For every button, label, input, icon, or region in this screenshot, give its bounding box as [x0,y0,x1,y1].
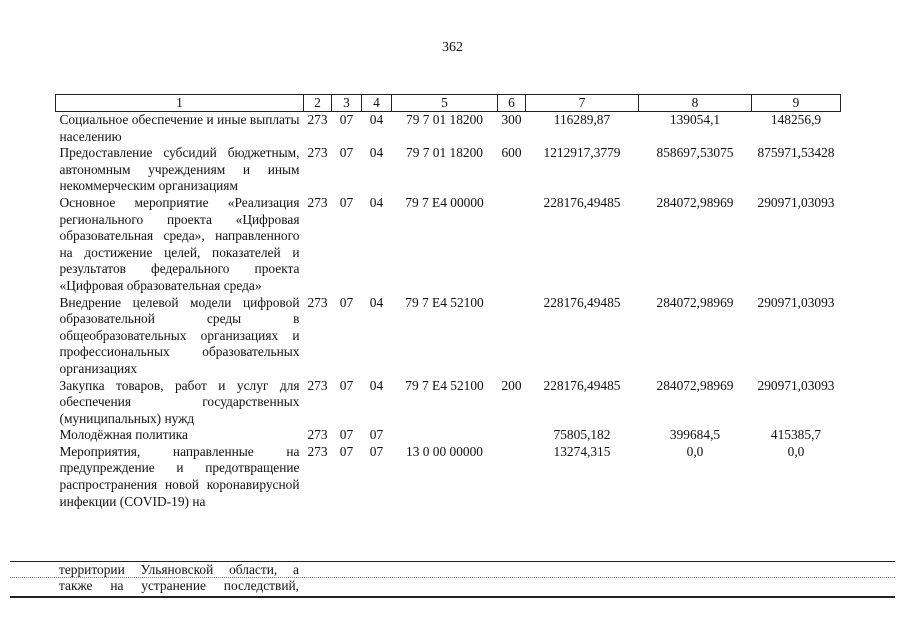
column-header: 6 [498,95,526,112]
row-amount-3: 415385,7 [770,427,822,443]
table-row [56,145,841,195]
column-header: 1 [56,95,304,112]
row-subsection: 04 [369,194,384,210]
row-name: Внедрение целевой модели цифровой образовательной среды в общеобразовательных организациях и профессиональных образовательных организациях [59,294,300,376]
budget-table [55,94,841,510]
row-admin-code: 273 [307,294,328,310]
table-row [56,378,841,428]
row-amount-1: 228176,49485 [543,377,621,393]
row-expense-type: 300 [501,112,522,127]
row-amount-2: 399684,5 [669,427,721,443]
row-amount-3: 875971,53428 [757,145,835,161]
column-header: 8 [639,95,752,112]
row-target-article: 79 7 E4 52100 [405,294,484,310]
bottom-rule [10,596,895,598]
row-expense-type: 600 [501,145,522,161]
row-admin-code: 273 [307,145,328,161]
row-subsection: 04 [369,145,384,161]
column-header: 5 [392,95,498,112]
row-name: Предоставление субсидий бюджетным, автономным учреждениям и иным некоммерческим организациям [59,145,300,194]
table-row [56,427,841,444]
row-amount-1: 116289,87 [553,112,611,127]
row-subsection: 07 [369,443,384,459]
column-header: 2 [304,95,332,112]
row-section: 07 [339,443,354,459]
row-section: 07 [339,377,354,393]
row-expense-type: 200 [501,377,522,393]
table-row [56,295,841,378]
row-target-article: 79 7 01 18200 [406,112,483,127]
row-name: Основное мероприятие «Реализация регионального проекта «Цифровая образовательная среда», направленного на достижение целей, показателей и результатов федерального проекта «Цифровая образовательная среда» [59,194,300,293]
row-expense-type [498,444,526,510]
row-amount-1: 228176,49485 [543,294,621,310]
row-name: Социальное обеспечение и иные выплаты населению [59,112,300,144]
row-section: 07 [339,427,354,443]
row-admin-code: 273 [307,112,328,127]
row-target-article: 13 0 00 00000 [406,443,483,459]
row-amount-1: 13274,315 [553,443,611,459]
row-target-article: 79 7 E4 00000 [405,194,484,210]
row-section: 07 [339,112,354,127]
row-admin-code: 273 [307,443,328,459]
row-target-article [392,427,498,444]
row-amount-2: 858697,53075 [656,145,734,161]
page-number: 362 [442,40,463,55]
row-expense-type [498,195,526,295]
header-row [56,95,841,112]
row-amount-1: 1212917,3779 [543,145,621,161]
column-header: 7 [526,95,639,112]
row-amount-3: 290971,03093 [757,377,835,393]
row-admin-code: 273 [307,377,328,393]
row-amount-3: 290971,03093 [757,294,835,310]
row-subsection: 04 [369,377,384,393]
row-name: Закупка товаров, работ и услуг для обеспечения государственных (муниципальных) нужд [59,377,300,426]
column-header: 3 [332,95,362,112]
table-row [56,112,841,146]
row-amount-2: 0,0 [686,443,704,459]
row-target-article: 79 7 01 18200 [406,145,483,161]
row-section: 07 [339,194,354,210]
row-amount-2: 284072,98969 [656,294,734,310]
row-amount-2: 139054,1 [669,112,721,127]
row-expense-type [498,295,526,378]
row-amount-3: 0,0 [787,443,805,459]
table-row [56,444,841,510]
row-name: Молодёжная политика [59,427,189,443]
column-header: 9 [752,95,841,112]
row-amount-3: 290971,03093 [757,194,835,210]
row-admin-code: 273 [307,427,328,443]
column-header: 4 [362,95,392,112]
row-subsection: 04 [369,294,384,310]
row-subsection: 04 [369,112,384,127]
row-amount-2: 284072,98969 [656,194,734,210]
table-row [56,195,841,295]
row-amount-1: 75805,182 [553,427,611,443]
row-amount-3: 148256,9 [770,112,822,127]
row-target-article: 79 7 E4 52100 [405,377,484,393]
row-amount-2: 284072,98969 [656,377,734,393]
row-expense-type [498,427,526,444]
row-amount-1: 228176,49485 [543,194,621,210]
row-admin-code: 273 [307,194,328,210]
row-subsection: 07 [369,427,384,443]
row-section: 07 [339,294,354,310]
row-section: 07 [339,145,354,161]
row-name: Мероприятия, направленные на предупреждение и предотвращение распространения новой коронавирусной инфекции (COVID-19) на [59,443,300,509]
continuation-line: территории Ульяновской области, а [59,562,299,577]
continuation-line: также на устранение последствий, [59,578,299,593]
